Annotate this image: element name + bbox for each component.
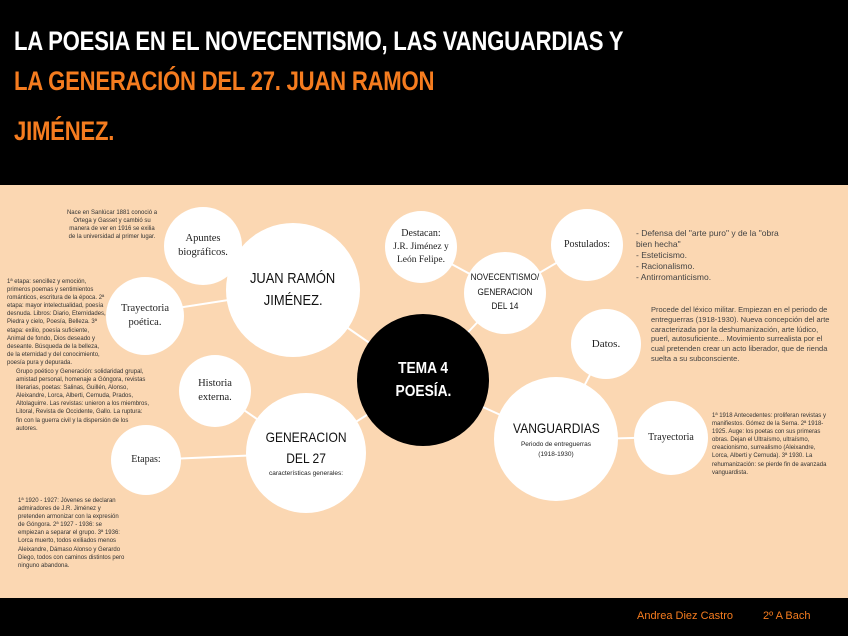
node-novecentismo[interactable]	[464, 252, 546, 334]
node-tema4-poesia[interactable]	[357, 314, 489, 446]
title-line-2: LA GENERACIÓN DEL 27. JUAN RAMON	[14, 66, 435, 96]
etapas-note: 1ª 1920 - 1927: Jóvenes se declaran admiradores de J.R. Jiménez y pretenden armonizar con la expresión de Góngora. 2ª 1927 - 1936: se empiezan a separar el grupo. 3ª 1936: Lorca muerto, todos exiliados menos Aleixandre, Dámaso Alonso y Gerardo Diego, todos con caminos distintos pero ninguno abandona.	[18, 498, 125, 569]
mind-map-canvas	[0, 185, 848, 598]
vanguardias-label: VANGUARDIAS	[512, 420, 600, 437]
node-trayectoria-poetica[interactable]	[106, 277, 184, 355]
datos-note: Procede del léxico militar. Empiezan en el periodo de entreguerras (1918-1930). Nueva concepción del arte caracterizada por la deshumanización, arte lúdico, puerl, autosuficiente... Movimiento surrealista por el cual pretenden crear un acto liberador, que de rienda suelta a su subconsciente.	[651, 305, 830, 363]
apuntes-note: Nace en Sanlúcar 1881 conoció a Ortega y Gasset y cambió su manera de ver en 1916 se exilia de la universidad al primer lugar.	[66, 210, 158, 241]
node-datos[interactable]	[571, 309, 641, 379]
destacan-label-3: León Felipe.	[396, 254, 445, 265]
destacan-label-2: J.R. Jiménez y	[393, 241, 449, 252]
etapas-label: Etapas:	[131, 454, 161, 466]
node-postulados[interactable]	[551, 209, 623, 281]
generacion27-label-1: GENERACION	[265, 429, 347, 446]
historia-label-1: Historia	[198, 377, 232, 389]
apuntes-label-1: Apuntes	[185, 232, 221, 244]
trayectoria-poetica-note: 1ª etapa: sencillez y emoción, primeros poemas y sentimientos románticos, escritura de la época. 2ª etapa: mayor intelectualidad, poesía desnuda. Libros: Diario, Eternidades, Piedra y cielo, Poesía, Belleza. 3ª etapa: exilio, poesía suficiente, Animal de fondo, Dios deseado y deseante. Búsqueda de la belleza, de la eternidad y del conocimiento, poesía pura y depurada.	[7, 279, 106, 366]
trayectoria-poetica-label-2: poética.	[128, 317, 162, 328]
postulados-label: Postulados:	[563, 239, 611, 251]
jrj-label-1: JUAN RAMÓN	[250, 270, 336, 288]
node-vanguardias[interactable]	[494, 377, 618, 501]
center-label-2: POESÍA.	[395, 383, 451, 400]
title-line-3: JIMÉNEZ.	[14, 116, 115, 146]
node-generacion-27[interactable]	[246, 393, 366, 513]
trayectoria-poetica-label-1: Trayectoria	[120, 302, 169, 314]
postulados-note: - Defensa del "arte puro" y de la "obra bien hecha" - Esteticismo. - Racionalismo. - Antirromanticismo.	[636, 228, 779, 283]
destacan-label-1: Destacan:	[401, 228, 441, 240]
jrj-label-2: JIMÉNEZ.	[263, 292, 323, 309]
header	[0, 0, 848, 185]
node-etapas[interactable]	[111, 425, 181, 495]
trayectoria-vanguardias-note: 1ª 1918 Antecedentes: proliferan revistas y manifiestos. Gómez de la Serna. 2ª 1918-1925. Auge: los poetas con sus primeras obras. Dejan el Ultraísmo, ultraísmo, creacionismo, surrealismo (Aleixandre, Lorca, Alberti y Cernuda). 3ª 1930. La rehumanización: se pierde fin de avanzada vanguardista.	[712, 413, 827, 476]
footer	[0, 598, 848, 636]
vanguardias-sub-2: (1918-1930)	[538, 451, 574, 459]
footer-class: 2º A Bach	[763, 610, 811, 622]
node-destacan[interactable]	[385, 211, 457, 283]
node-historia-externa[interactable]	[179, 355, 251, 427]
node-trayectoria-vanguardias[interactable]	[634, 401, 708, 475]
generacion27-sub: características generales:	[268, 470, 344, 478]
node-juan-ramon-jimenez[interactable]	[226, 223, 360, 357]
apuntes-label-2: biográficos.	[178, 247, 228, 258]
center-label-1: TEMA 4	[398, 359, 448, 377]
historia-label-2: externa.	[198, 392, 232, 403]
generacion27-label-2: DEL 27	[286, 449, 326, 466]
datos-label: Datos.	[591, 337, 621, 350]
novecentismo-label-2: GENERACION DEL 14	[477, 286, 533, 313]
historia-note: Grupo poético y Generación: solidaridad grupal, amistad personal, homenaje a Góngora, revistas literarias, poetas: Salinas, Guillén, Alonso, Aleixandre, Lorca, Alberti, Cernuda, Prados, Altolaguirre. Las revistas: unieron a los miembros, Litoral, Revista de Occidente, Gallo. La ruptura: fin con la guerra civil y la dispersión de los autores.	[16, 369, 150, 432]
trayectoria-vanguardias-label: Trayectoria	[648, 432, 694, 444]
novecentismo-label-1: NOVECENTISMO/	[470, 271, 540, 283]
vanguardias-sub-1: Periodo de entreguerras	[520, 440, 592, 448]
footer-author: Andrea Diez Castro	[637, 610, 733, 622]
title-line-1: LA POESIA EN EL NOVECENTISMO, LAS VANGUARDIAS Y	[14, 26, 624, 56]
